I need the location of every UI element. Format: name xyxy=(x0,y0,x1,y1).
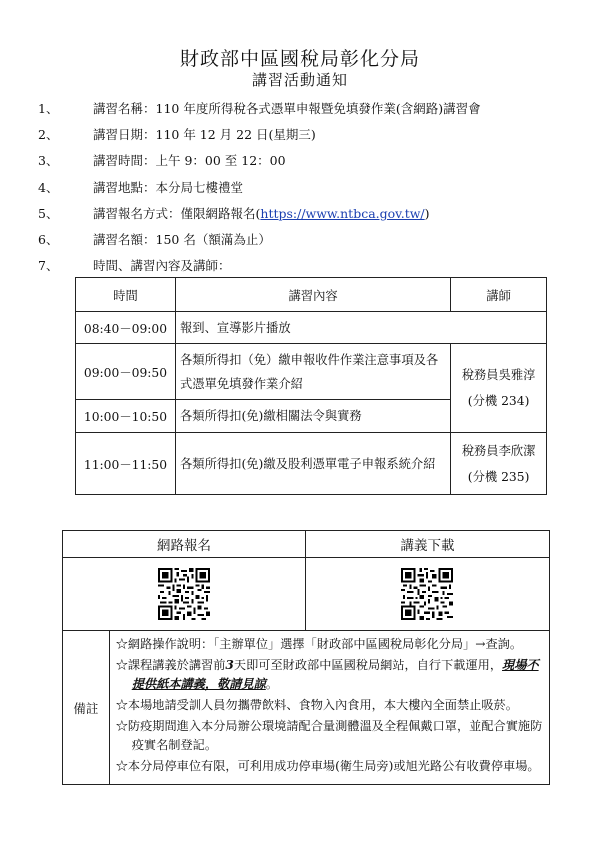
item-text-prefix: 講習報名方式：僅限網路報名( xyxy=(93,205,261,221)
note-text: 。 xyxy=(265,677,278,691)
item-text: 講習名稱：110 年度所得稅各式憑單申報暨免填發作業(含網路)講習會 xyxy=(93,101,481,117)
notes-cell xyxy=(109,631,549,785)
content-cell: 各類所得扣(免)繳相關法令與實務 xyxy=(175,400,450,433)
time-cell: 10:00－10:50 xyxy=(76,400,176,433)
note-item: ☆本分局停車位有限，可利用成功停車場(衛生局旁)或旭光路公有收費停車場。 xyxy=(115,759,540,773)
item-text-suffix: ) xyxy=(424,205,430,221)
item-number: 3、 xyxy=(38,153,59,169)
time-cell: 08:40－09:00 xyxy=(76,312,176,344)
list-item xyxy=(38,147,558,173)
list-item xyxy=(38,200,558,226)
item-text: 講習名額：150 名（額滿為止） xyxy=(93,232,271,248)
time-cell: 09:00－09:50 xyxy=(76,344,176,400)
qr-cell xyxy=(305,558,549,631)
note-item: ☆網路操作說明：「主辦單位」選擇「財政部中區國稅局彰化分局」→查詢。 xyxy=(115,637,523,651)
note-emphasis: 現場不提供紙本講義，敬請見諒 xyxy=(131,658,539,691)
speaker-cell xyxy=(451,433,547,495)
content-cell: 各類所得扣(免)繳及股利憑單電子申報系統介紹 xyxy=(175,433,450,495)
table-row xyxy=(76,312,547,344)
list-item xyxy=(38,252,558,278)
item-number: 1、 xyxy=(38,101,59,117)
speaker-name: 稅務員吳雅淳 xyxy=(461,368,536,382)
speaker-extension: (分機 235) xyxy=(467,469,530,484)
note-item: ☆本場地請受訓人員勿攜帶飲料、食物入內食用，本大樓內全面禁止吸菸。 xyxy=(115,698,518,712)
registration-table xyxy=(62,530,550,785)
qr-code-icon[interactable] xyxy=(158,568,210,620)
speaker-extension: (分機 234) xyxy=(467,394,530,408)
item-text xyxy=(93,204,430,222)
item-text: 講習日期：110 年 12 月 22 日(星期三) xyxy=(93,127,316,143)
info-list xyxy=(38,95,558,278)
table-row xyxy=(76,344,547,400)
note-text: ☆課程講義於講習前 xyxy=(115,658,226,672)
item-number: 6、 xyxy=(38,232,59,248)
qr-code-icon[interactable] xyxy=(401,568,453,620)
content-cell: 各類所得扣（免）繳申報收件作業注意事項及各式憑單免填發作業介紹 xyxy=(175,344,450,400)
item-number: 5、 xyxy=(38,205,59,221)
header-registration: 網路報名 xyxy=(63,531,306,558)
note-text: 天即可至財政部中區國稅局網站，自行下載運用， xyxy=(233,658,503,672)
item-number: 4、 xyxy=(38,179,59,195)
item-text: 講習地點：本分局七樓禮堂 xyxy=(93,179,244,195)
item-text: 時間、講習內容及講師： xyxy=(93,258,231,274)
schedule-table xyxy=(75,277,547,495)
table-row xyxy=(76,433,547,495)
time-cell: 11:00－11:50 xyxy=(76,433,176,495)
header-time: 時間 xyxy=(76,278,176,312)
list-item xyxy=(38,95,558,121)
list-item xyxy=(38,226,558,252)
content-cell: 報到、宣導影片播放 xyxy=(175,312,546,344)
item-number: 7、 xyxy=(38,258,59,274)
speaker-cell xyxy=(451,344,547,433)
item-text: 講習時間：上午 9：00 至 12：00 xyxy=(93,153,286,169)
list-item xyxy=(38,121,558,147)
registration-link[interactable]: https://www.ntbca.gov.tw/ xyxy=(260,205,425,221)
qr-cell xyxy=(63,558,306,631)
list-item xyxy=(38,174,558,200)
note-item: ☆防疫期間進入本分局辦公環境請配合量測體溫及全程佩戴口罩，並配合實施防疫實名制登記。 xyxy=(115,719,543,752)
header-content: 講習內容 xyxy=(175,278,450,312)
notes-label: 備註 xyxy=(63,631,110,785)
speaker-name: 稅務員李欣潔 xyxy=(461,443,536,458)
header-speaker: 講師 xyxy=(451,278,547,312)
page-title: 財政部中區國稅局彰化分局 xyxy=(179,48,420,70)
note-item xyxy=(116,656,543,694)
item-number: 2、 xyxy=(38,127,59,143)
header-handout: 講義下載 xyxy=(305,531,549,558)
note-days: 3 xyxy=(225,658,234,672)
page-subtitle: 講習活動通知 xyxy=(251,71,348,89)
